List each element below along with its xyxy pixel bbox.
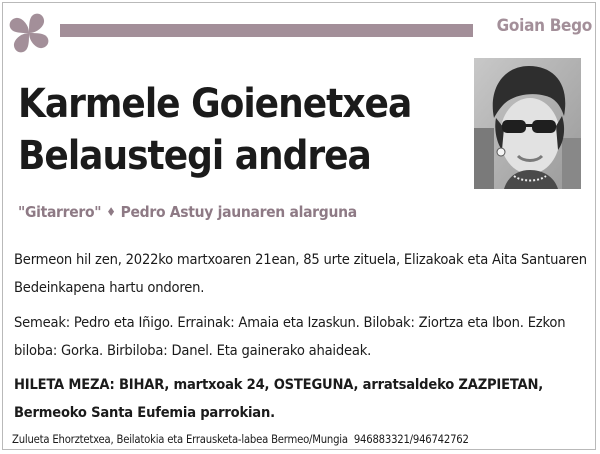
portrait-photo	[474, 58, 581, 189]
family-members: Semeak: Pedro eta Iñigo. Errainak: Amaia eta Izaskun. Bilobak: Ziortza eta Ibon. Ezkon biloba: Gorka. Birbiloba: Danel. Eta gainerako ahaideak.	[14, 314, 566, 359]
funeral-home: Zulueta Ehorztetxea, Beilatokia eta Errausketa-labea Bermeo/Mungia	[12, 433, 348, 446]
footer	[12, 433, 592, 446]
death-announcement: Bermeon hil zen, 2022ko martxoaren 21ean, 85 urte zituela, Elizakoak eta Aita Santuaren Bedeinkapena hartu ondoren.	[14, 251, 587, 296]
nickname: "Gitarrero"	[18, 203, 102, 221]
deceased-name	[18, 78, 468, 182]
portrait-image	[474, 58, 581, 189]
relation: Pedro Astuy jaunaren alarguna	[120, 203, 357, 221]
funeral-mass-info: HILETA MEZA: BIHAR, martxoak 24, OSTEGUNA, arratsaldeko ZAZPIETAN, Bermeoko Santa Eufemia parrokian.	[14, 376, 544, 421]
header-bar	[60, 24, 473, 37]
brand-name: Goian Bego	[496, 16, 592, 36]
subtitle	[18, 203, 478, 221]
name-line-1: Karmele Goienetxea	[18, 81, 412, 127]
phone-numbers: 946883321/946742762	[353, 433, 469, 446]
name-line-2: Belaustegi andrea	[18, 133, 371, 179]
lauburu-icon	[4, 8, 54, 58]
diamond-separator-icon: ♦	[106, 205, 116, 219]
